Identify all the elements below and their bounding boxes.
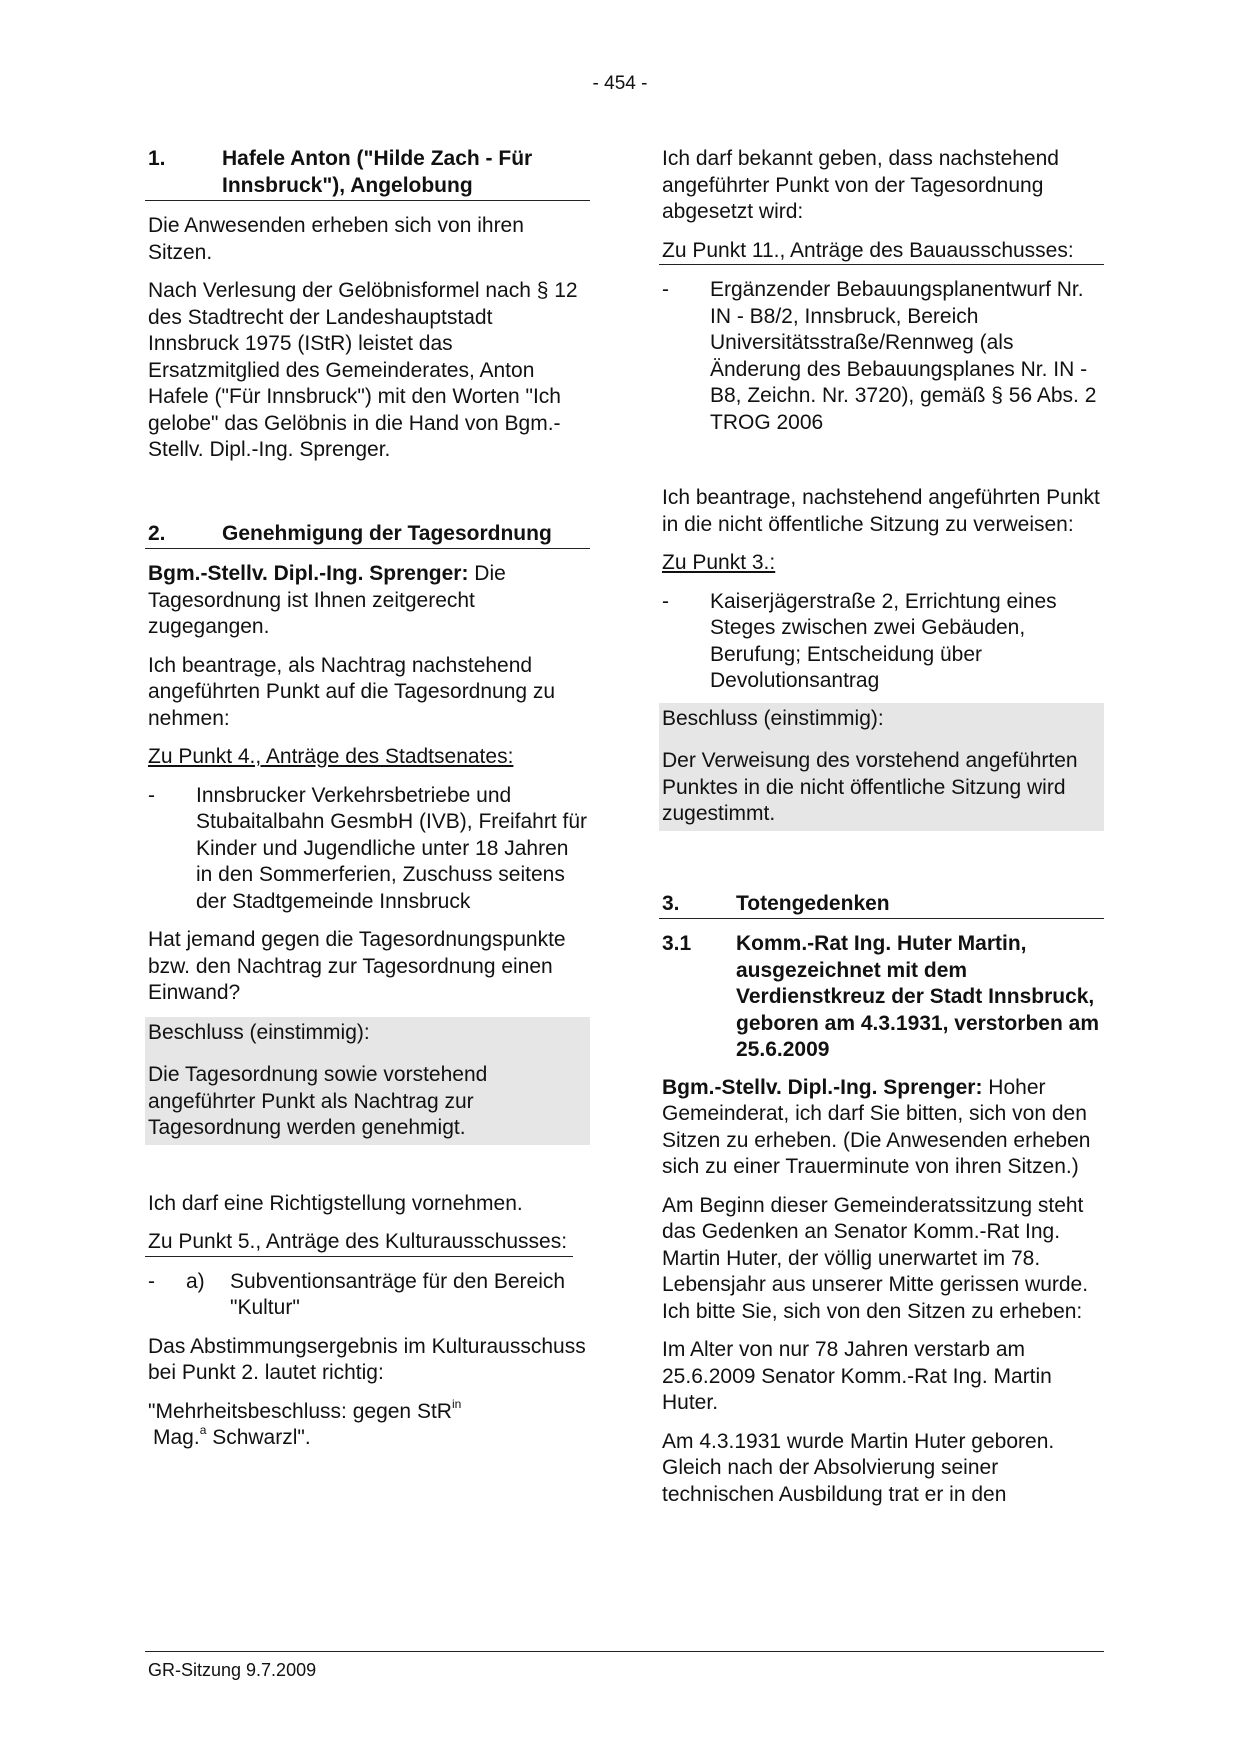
resolution-label: Beschluss (einstimmig): — [662, 706, 884, 730]
agenda-reference: Zu Punkt 11., Anträge des Bauausschusses: — [662, 238, 1074, 262]
section-heading-2 — [145, 521, 590, 550]
speaker-text: Die Tagesordnung ist Ihnen zeitgerecht zugegangen. — [148, 562, 506, 638]
speaker-paragraph — [145, 561, 590, 641]
section-number: 1. — [148, 147, 166, 170]
resolution-box — [145, 1017, 590, 1145]
resolution-label: Beschluss (einstimmig): — [148, 1020, 370, 1044]
resolution-text: Der Verweisung des vorstehend angeführten Punktes in die nicht öffentliche Sitzung wird zugestimmt. — [662, 749, 1078, 825]
speaker-text: Hoher Gemeinderat, ich darf Sie bitten, sich von den Sitzen zu erheben. (Die Anwesenden erheben sich zu einer Trauerminute von ihren Sitzen.) — [662, 1075, 1091, 1178]
paragraph: Die Anwesenden erheben sich von ihren Sitzen. — [148, 214, 524, 264]
page-number: - 454 - — [592, 73, 648, 94]
agenda-reference — [145, 744, 590, 771]
paragraph: Am Beginn dieser Gemeinderatssitzung steht das Gedenken an Senator Komm.-Rat Ing. Martin Huter, der völlig unerwartet im 78. Lebensjahr aus unserer Mitte gerissen wurde. Ich bitte Sie, sich von den Sitzen zu erheben: — [662, 1193, 1089, 1323]
paragraph: Ich beantrage, als Nachtrag nachstehend angeführten Punkt auf die Tagesordnung zu nehmen: — [148, 653, 556, 730]
quote-text: "Mehrheitsbeschluss: gegen StR — [148, 1399, 452, 1423]
quote-line-1 — [145, 1396, 590, 1426]
paragraph: Das Abstimmungsergebnis im Kulturausschuss bei Punkt 2. lautet richtig: — [148, 1334, 586, 1384]
paragraph: Ich beantrage, nachstehend angeführten Punkt in die nicht öffentliche Sitzung zu verweisen: — [662, 486, 1100, 536]
speaker-name: Bgm.-Stellv. Dipl.-Ing. Sprenger: — [662, 1075, 983, 1099]
right-column — [659, 146, 1104, 1508]
list-item — [659, 589, 1104, 695]
resolution-text: Die Tagesordnung sowie vorstehend angeführter Punkt als Nachtrag zur Tagesordnung werden genehmigt. — [148, 1063, 488, 1139]
superscript: in — [451, 1396, 462, 1411]
sub-marker: a) — [186, 1269, 205, 1293]
list-item-text: Subventionsanträge für den Bereich "Kultur" — [230, 1269, 566, 1319]
paragraph: Am 4.3.1931 wurde Martin Huter geboren. Gleich nach der Absolvierung seiner technischen Ausbildung trat er in den — [662, 1429, 1055, 1506]
dash-marker: - — [662, 278, 669, 301]
section-number: 2. — [148, 521, 166, 545]
agenda-reference-text: Zu Punkt 3.: — [662, 551, 776, 574]
subsection-heading-3-1 — [659, 931, 1104, 1065]
list-item-text: Innsbrucker Verkehrsbetriebe und Stubaitalbahn GesmbH (IVB), Freifahrt für Kinder und Jugendliche unter 18 Jahren in den Sommerferien, Zuschuss seitens der Stadtgemeinde Innsbruck — [196, 783, 587, 913]
dash-marker: - — [148, 1269, 155, 1293]
paragraph: Nach Verlesung der Gelöbnisformel nach § 12 des Stadtrecht der Landeshauptstadt Innsbruck 1975 (IStR) leistet das Ersatzmitglied des Gemeinderates, Anton Hafele ("Für Innsbruck") mit den Worten "Ich gelobe" das Gelöbnis in die Hand von Bgm.-Stellv. Dipl.-Ing. Sprenger. — [148, 279, 578, 461]
section-title: Totengedenken — [736, 891, 890, 915]
section-heading-3 — [659, 891, 1104, 920]
list-item — [145, 783, 590, 916]
speaker-paragraph — [659, 1075, 1104, 1181]
list-item — [659, 277, 1104, 436]
quote-text: Schwarzl". — [206, 1426, 311, 1449]
list-item-text: Kaiserjägerstraße 2, Errichtung eines Steges zwischen zwei Gebäuden, Berufung; Entscheidung über Devolutionsantrag — [710, 589, 1057, 692]
superscript: a — [199, 1423, 207, 1437]
left-column — [145, 146, 590, 1452]
agenda-reference-block — [145, 1229, 573, 1257]
section-number: 3. — [662, 891, 680, 915]
agenda-reference-text: Zu Punkt 4., Anträge des Stadtsenates: — [148, 745, 514, 768]
quote-text: Mag. — [153, 1426, 200, 1449]
section-title: Hafele Anton ("Hilde Zach - Für Innsbruck"), Angelobung — [222, 147, 533, 197]
speaker-name: Bgm.-Stellv. Dipl.-Ing. Sprenger: — [148, 562, 469, 585]
agenda-reference-block — [659, 238, 1104, 266]
paragraph: Ich darf eine Richtigstellung vornehmen. — [148, 1191, 523, 1215]
section-title: Komm.-Rat Ing. Huter Martin, ausgezeichnet mit dem Verdienstkreuz der Stadt Innsbruck, geboren am 4.3.1931, verstorben am 25.6.2009 — [736, 932, 1099, 1061]
footer-divider — [145, 1651, 1104, 1652]
paragraph: Ich darf bekannt geben, dass nachstehend angeführter Punkt von der Tagesordnung abgesetzt wird: — [662, 147, 1059, 223]
section-number: 3.1 — [662, 932, 692, 955]
agenda-reference — [659, 550, 1104, 577]
quote-line-2 — [145, 1425, 590, 1452]
footer-text: GR-Sitzung 9.7.2009 — [148, 1660, 317, 1680]
section-heading-1 — [145, 146, 590, 201]
list-item-text: Ergänzender Bebauungsplanentwurf Nr. IN - B8/2, Innsbruck, Bereich Universitätsstraße/Rennweg (als Änderung des Bebauungsplanes Nr. IN - B8, Zeichn. Nr. 3720), gemäß § 56 Abs. 2 TROG 2006 — [710, 278, 1097, 434]
list-item — [145, 1269, 590, 1322]
paragraph: Im Alter von nur 78 Jahren verstarb am 25.6.2009 Senator Komm.-Rat Ing. Martin Huter. — [662, 1338, 1052, 1414]
dash-marker: - — [662, 589, 669, 613]
section-title: Genehmigung der Tagesordnung — [222, 521, 552, 545]
agenda-reference: Zu Punkt 5., Anträge des Kulturausschusses: — [148, 1230, 568, 1253]
dash-marker: - — [148, 783, 155, 807]
paragraph: Hat jemand gegen die Tagesordnungspunkte bzw. den Nachtrag zur Tagesordnung einen Einwand? — [148, 928, 566, 1004]
resolution-box — [659, 703, 1104, 831]
